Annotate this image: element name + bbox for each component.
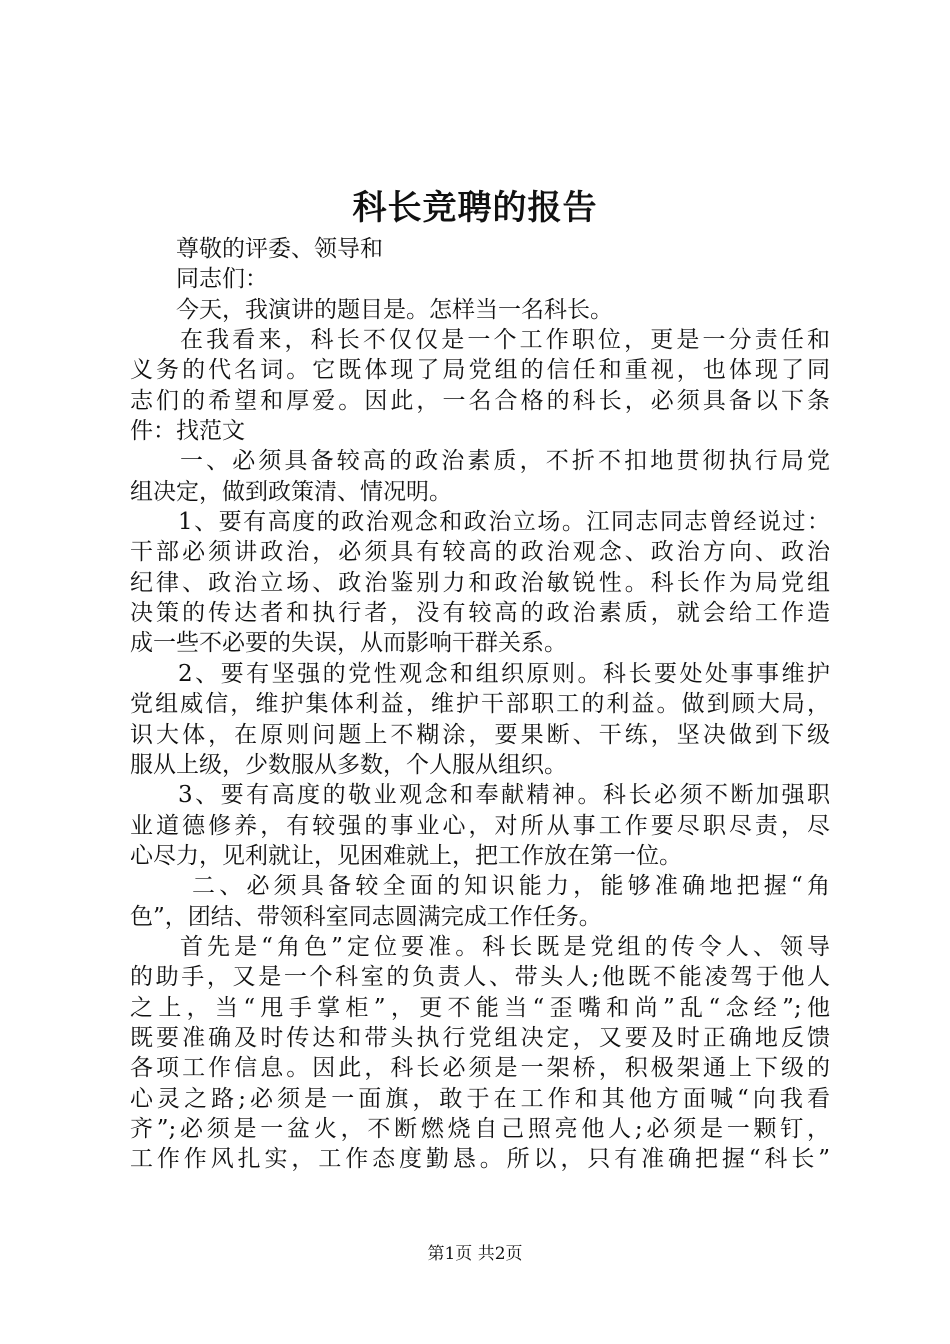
paragraph-line: 同志们：: [176, 266, 268, 293]
page-number: 第1页 共2页: [427, 1244, 523, 1264]
paragraph-line: 在我看来，科长不仅仅是一个工作职位，更是一分责任和: [180, 327, 830, 354]
paragraph-line: 色”，团结、带领科室同志圆满完成工作任务。: [130, 903, 602, 930]
paragraph-line: 决策的传达者和执行者，没有较高的政治素质，就会给工作造: [130, 600, 830, 627]
paragraph-line: 既要准确及时传达和带头执行党组决定，又要及时正确地反馈: [130, 1024, 830, 1051]
paragraph-line: 纪律、政治立场、政治鉴别力和政治敏锐性。科长作为局党组: [130, 569, 830, 596]
paragraph-line: 干部必须讲政治，必须具有较高的政治观念、政治方向、政治: [130, 539, 830, 566]
paragraph-line: 3、要有高度的敬业观念和奉献精神。科长必须不断加强职: [178, 782, 830, 809]
paragraph-line: 二、必须具备较全面的知识能力，能够准确地把握“角: [192, 873, 830, 900]
paragraph-line: 各项工作信息。因此，科长必须是一架桥，积极架通上下级的: [130, 1055, 830, 1082]
paragraph-line: 心灵之路;必须是一面旗，敢于在工作和其他方面喊“向我看: [130, 1085, 830, 1112]
paragraph-line: 1、要有高度的政治观念和政治立场。江同志同志曾经说过：: [178, 509, 830, 536]
paragraph-line: 齐”;必须是一盆火，不断燃烧自己照亮他人;必须是一颗钉，: [130, 1115, 830, 1142]
paragraph-line: 工作作风扎实，工作态度勤恳。所以，只有准确把握“科长”: [130, 1146, 830, 1173]
paragraph-line: 识大体，在原则问题上不糊涂，要果断、干练，坚决做到下级: [130, 721, 830, 748]
paragraph-line: 今天，我演讲的题目是。怎样当一名科长。: [176, 296, 613, 323]
paragraph-line: 心尽力，见利就让，见困难就上，把工作放在第一位。: [130, 842, 682, 869]
paragraph-line: 之上，当“甩手掌柜”，更不能当“歪嘴和尚”乱“念经”;他: [130, 994, 830, 1021]
paragraph-line: 志们的希望和厚爱。因此，一名合格的科长，必须具备以下条: [130, 387, 830, 414]
paragraph-line: 服从上级，少数服从多数，个人服从组织。: [130, 751, 567, 778]
paragraph-line: 成一些不必要的失误，从而影响干群关系。: [130, 630, 567, 657]
paragraph-line: 的助手，又是一个科室的负责人、带头人;他既不能凌驾于他人: [130, 964, 830, 991]
paragraph-line: 首先是“角色”定位要准。科长既是党组的传令人、领导: [180, 933, 830, 960]
page-title: 科长竞聘的报告: [352, 188, 598, 228]
document-body: [130, 234, 830, 1175]
paragraph-line: 2、要有坚强的党性观念和组织原则。科长要处处事事维护: [178, 660, 830, 687]
paragraph-line: 组决定，做到政策清、情况明。: [130, 478, 452, 505]
paragraph-line: 义务的代名词。它既体现了局党组的信任和重视，也体现了同: [130, 357, 830, 384]
paragraph-line: 业道德修养，有较强的事业心，对所从事工作要尽职尽责，尽: [130, 812, 830, 839]
paragraph-line: 一、必须具备较高的政治素质，不折不扣地贯彻执行局党: [180, 448, 830, 475]
paragraph-line: 件：找范文: [130, 418, 245, 445]
paragraph-line: 尊敬的评委、领导和: [176, 236, 383, 262]
paragraph-line: 党组威信，维护集体利益，维护干部职工的利益。做到顾大局，: [130, 691, 830, 718]
